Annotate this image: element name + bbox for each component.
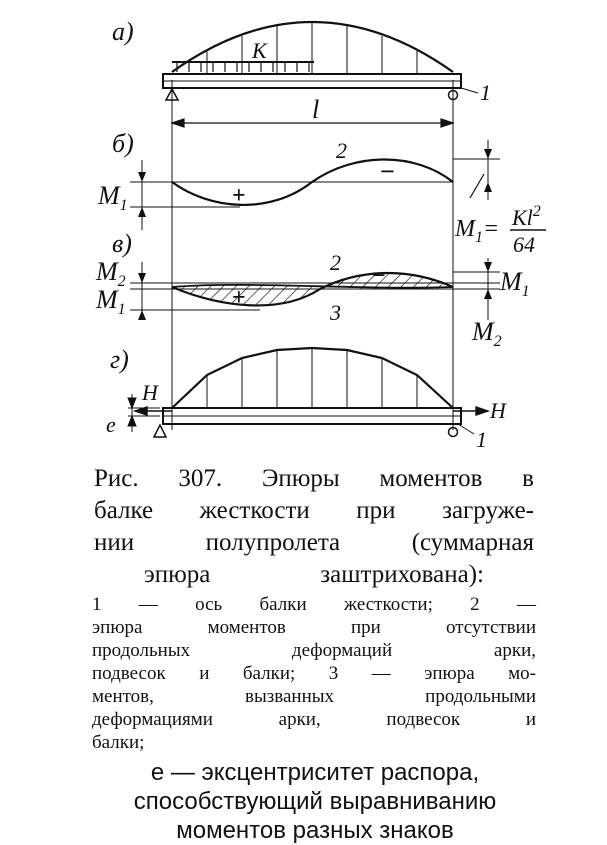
span-label: l	[312, 95, 320, 124]
curve-marker-2-b: 2	[336, 138, 347, 163]
m1-label-v: $M_1$	[96, 285, 126, 318]
m2-label-v: $M_2$	[96, 257, 126, 290]
formula-numerator: Kl$^2$	[512, 203, 541, 230]
beam-axis-marker-a: 1	[480, 80, 491, 105]
legend-line-3: продольных деформаций арки,	[92, 640, 536, 661]
legend-line-1: 1 — ось балки жесткости; 2 —	[92, 594, 536, 615]
moment-curve-g	[172, 348, 453, 408]
figure-caption-line-2: балке жесткости при загруже-	[94, 497, 534, 524]
figure-caption-line-4: эпюра заштрихована):	[144, 561, 484, 588]
figure-caption-line-3: нии полупролета (суммарная	[94, 529, 534, 556]
sign-minus-v: −	[372, 263, 386, 289]
load-label: K	[252, 38, 267, 63]
legend-line-5: ментов, вызванных продольными	[92, 686, 536, 707]
m1-formula: $M_1=$	[455, 216, 500, 246]
eccentricity-note-line-1: e — эксцентриситет распора,	[150, 759, 480, 786]
curve-marker-2-v: 2	[330, 250, 341, 275]
curve-marker-3-v: 3	[330, 300, 341, 325]
sign-plus-v: +	[232, 285, 246, 311]
arch-a	[172, 22, 453, 74]
thrust-label-left: H	[142, 380, 158, 405]
beam-a	[163, 74, 478, 100]
figure-caption-line-1: Рис. 307. Эпюры моментов в	[94, 465, 534, 492]
m1-label-b: $M_1$	[98, 181, 128, 214]
legend-line-6: деформациями арки, подвесок и	[92, 709, 536, 730]
thrust-label-right: H	[490, 398, 506, 423]
distributed-load	[172, 62, 314, 72]
moment-curve-v	[130, 258, 500, 320]
eccentricity-note-line-2: способствующий выравниванию	[133, 788, 497, 815]
panel-label-v: в)	[112, 229, 132, 258]
beam-axis-marker-g: 1	[476, 427, 487, 452]
formula-denominator: 64	[513, 232, 535, 257]
panel-label-g: г)	[110, 345, 129, 374]
sign-plus-b: +	[232, 183, 246, 209]
m2-label-v-right: $M_2$	[472, 317, 502, 350]
eccentricity-label: e	[106, 412, 116, 437]
panel-label-a: а)	[112, 17, 134, 46]
legend-line-4: подвесок и балки; 3 — эпюра мо-	[92, 663, 536, 684]
sign-minus-b: −	[380, 157, 395, 186]
legend-line-7: балки;	[92, 732, 145, 753]
moment-curve-b	[130, 140, 500, 230]
beam-g	[154, 408, 474, 437]
eccentricity-note-line-3: моментов разных знаков	[176, 817, 454, 844]
legend-line-2: эпюра моментов при отсутствии	[92, 617, 536, 638]
m1-label-v-right: $M_1$	[500, 267, 530, 300]
panel-label-b: б)	[112, 129, 134, 158]
